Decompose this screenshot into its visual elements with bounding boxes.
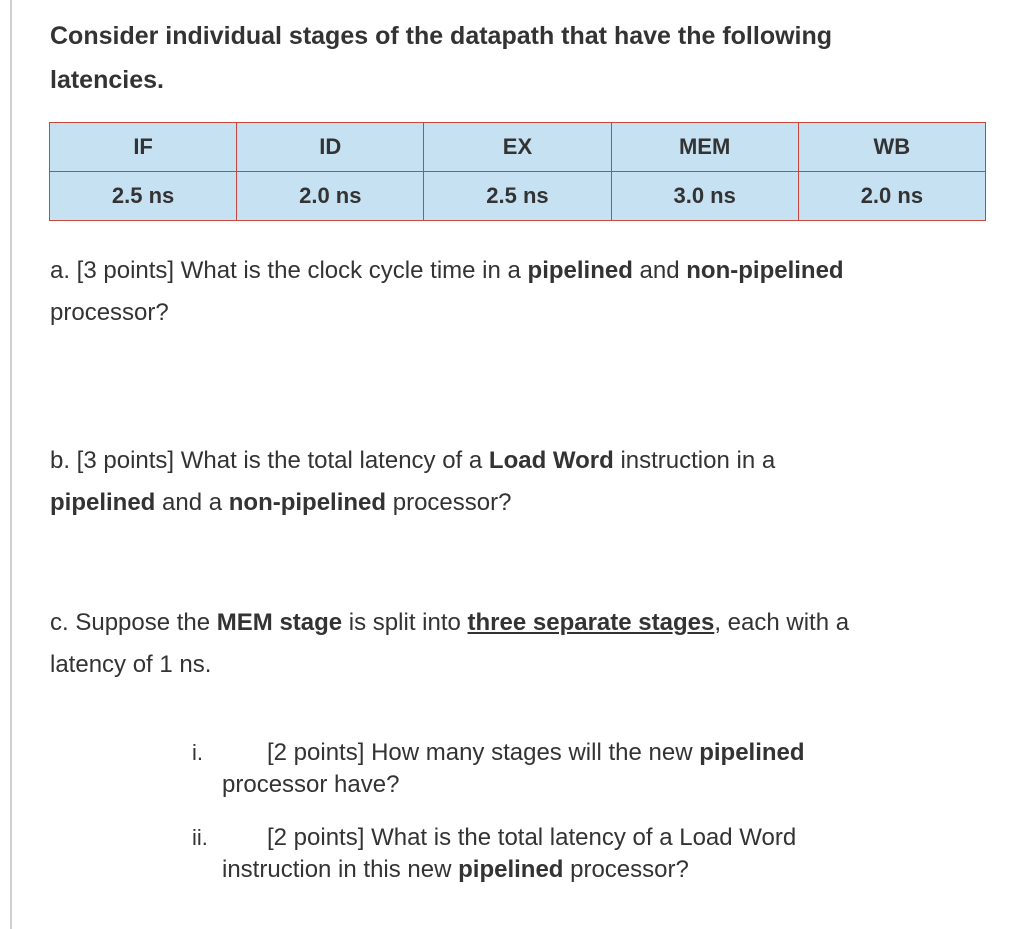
sub-question-i-bold-pipelined: pipelined (699, 739, 805, 766)
question-a-bold-non-pipelined: non-pipelined (686, 257, 844, 284)
value-cell-if: 2.5 ns (50, 172, 237, 221)
latency-table (49, 122, 986, 221)
question-c-underlined-three-stages: three separate stages (467, 609, 715, 636)
header-cell-id: ID (237, 123, 424, 172)
value-cell-ex: 2.5 ns (424, 172, 611, 221)
question-c (50, 602, 1010, 686)
sub-question-i-text-2: processor have? (222, 771, 400, 798)
table-header-row (50, 123, 986, 172)
value-cell-wb: 2.0 ns (798, 172, 985, 221)
question-b (50, 440, 1010, 524)
header-cell-mem: MEM (611, 123, 798, 172)
question-b-bold-non-pipelined: non-pipelined (228, 489, 387, 516)
sub-question-ii (192, 822, 942, 886)
value-cell-mem: 3.0 ns (611, 172, 798, 221)
question-b-bold-load-word: Load Word (488, 447, 614, 474)
question-a-text-2: and (632, 257, 687, 284)
question-c-text-4: latency of 1 ns. (50, 651, 212, 678)
question-b-text-4: processor? (386, 489, 512, 516)
question-b-text-1: b. [3 points] What is the total latency of a (50, 447, 489, 474)
header-cell-wb: WB (798, 123, 985, 172)
sub-question-i-text-1: [2 points] How many stages will the new (267, 739, 700, 766)
header-cell-if: IF (50, 123, 237, 172)
header-cell-ex: EX (424, 123, 611, 172)
question-c-text-3: , each with a (714, 609, 850, 636)
question-a-text-3: processor? (50, 299, 169, 326)
question-b-bold-pipelined: pipelined (50, 489, 156, 516)
table-value-row (50, 172, 986, 221)
question-a (50, 250, 1010, 334)
question-c-text-2: is split into (342, 609, 468, 636)
intro-line-1: Consider individual stages of the datapath that have the following (50, 22, 833, 50)
intro-line-2: latencies. (50, 66, 164, 94)
sub-question-i-number: i. (192, 740, 203, 765)
sub-question-ii-text-3: processor? (563, 856, 689, 883)
sub-question-ii-number: ii. (192, 825, 208, 850)
sub-question-ii-text-2: instruction in this new (222, 856, 459, 883)
question-b-text-2: instruction in a (613, 447, 776, 474)
question-a-bold-pipelined: pipelined (527, 257, 633, 284)
question-b-text-3: and a (155, 489, 229, 516)
left-border-rule (10, 0, 12, 929)
question-c-text-1: c. Suppose the (50, 609, 217, 636)
sub-question-ii-bold-pipelined: pipelined (458, 856, 564, 883)
sub-question-ii-text-1: [2 points] What is the total latency of a Load Word (267, 824, 797, 851)
question-c-bold-mem-stage: MEM stage (216, 609, 343, 636)
intro-heading (50, 14, 990, 102)
value-cell-id: 2.0 ns (237, 172, 424, 221)
question-a-text-1: a. [3 points] What is the clock cycle time in a (50, 257, 528, 284)
sub-question-i (192, 737, 942, 801)
